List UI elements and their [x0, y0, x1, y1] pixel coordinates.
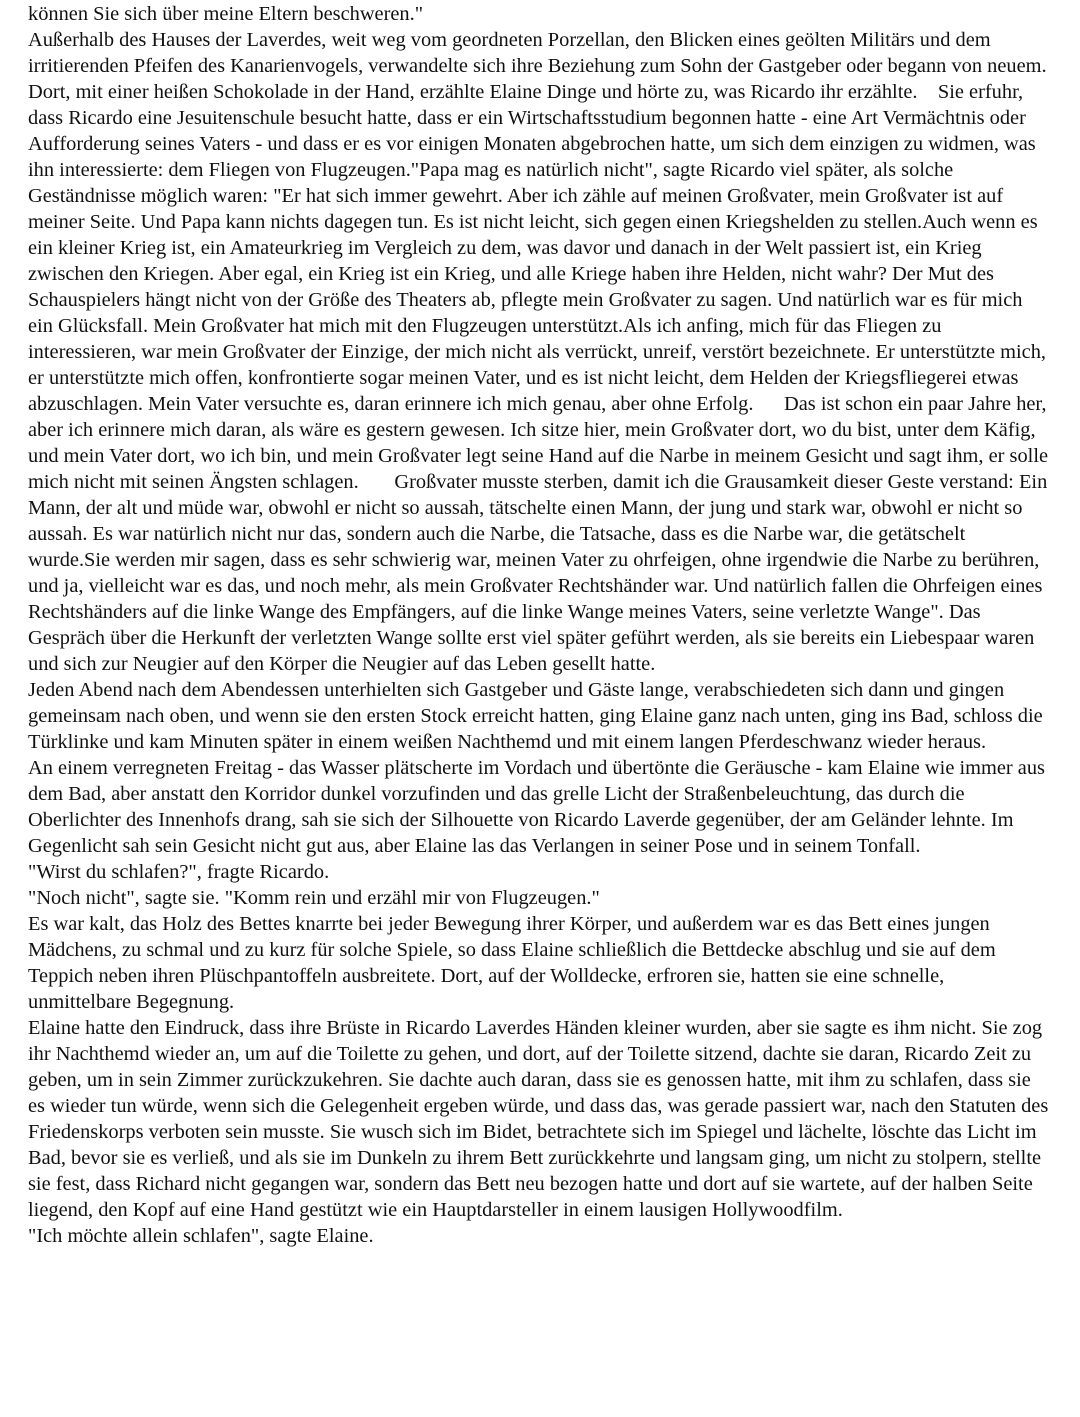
paragraph: "Ich möchte allein schlafen", sagte Elaine. — [28, 1225, 374, 1247]
paragraph: Außerhalb des Hauses der Laverdes, weit weg vom geordneten Porzellan, den Blicken eines geölten Militärs und dem irritierenden Pfeifen des Kanarienvogels, verwandelte sich ihre Beziehung zum Sohn der Gastgeber oder begann von neuem. Dort, mit einer heißen Schokolade in der Hand, erzählte Elaine Dinge und hörte zu, was Ricardo ihr erzählte. Sie erfuhr, dass Ricardo eine Jesuitenschule besucht hatte, dass er ein Wirtschaftsstudium begonnen hatte - eine Art Vermächtnis oder Aufforderung seines Vaters - und dass er es vor einigen Monaten abgebrochen hatte, um sich dem einzigen zu widmen, was ihn interessierte: dem Fliegen von Flugzeugen."Papa mag es natürlich nicht", sagte Ricardo viel später, als solche Geständnisse möglich waren: "Er hat sich immer gewehrt. Aber ich zähle auf meinen Großvater, mein Großvater ist auf meiner Seite. Und Papa kann nichts dagegen tun. Es ist nicht leicht, sich gegen einen Kriegshelden zu stellen.Auch wenn es ein kleiner Krieg ist, ein Amateurkrieg im Vergleich zu dem, was davor und danach in der Welt passiert ist, ein Krieg zwischen den Kriegen. Aber egal, ein Krieg ist ein Krieg, und alle Kriege haben ihre Helden, nicht wahr? Der Mut des Schauspielers hängt nicht von der Größe des Theaters ab, pflegte mein Großvater zu sagen. Und natürlich war es für mich ein Glücksfall. Mein Großvater hat mich mit den Flugzeugen unterstützt.Als ich anfing, mich für das Fliegen zu interessieren, war mein Großvater der Einzige, der mich nicht als verrückt, unreif, verstört bezeichnete. Er unterstützte mich, er unterstützte mich offen, konfrontierte sogar meinen Vater, und es ist nicht leicht, dem Helden der Kriegsfliegerei etwas abzuschlagen. Mein Vater versuchte es, daran erinnere ich mich genau, aber ohne Erfolg. Das ist schon ein paar Jahre her, aber ich erinnere mich daran, als wäre es gestern gewesen. Ich sitze hier, mein Großvater dort, wo du bist, unter dem Käfig, und mein Vater dort, wo ich bin, und mein Großvater legt seine Hand auf die Narbe in meinem Gesicht und sagt ihm, er solle mich nicht mit seinen Ängsten schlagen. Großvater musste sterben, damit ich die Grausamkeit dieser Geste verstand: Ein Mann, der alt und müde war, obwohl er nicht so aussah, tätschelte einen Mann, der jung und stark war, obwohl er nicht so aussah. Es war natürlich nicht nur das, sondern auch die Narbe, die Tatsache, dass es die Narbe war, die getätschelt wurde.Sie werden mir sagen, dass es sehr schwierig war, meinen Vater zu ohrfeigen, ohne irgendwie die Narbe zu berühren, und ja, vielleicht war es das, und noch mehr, als mein Großvater Rechtshänder war. Und natürlich fallen die Ohrfeigen eines Rechtshänders auf die linke Wange des Empfängers, auf die linke Wange meines Vaters, seine verletzte Wange". Das Gespräch über die Herkunft der verletzten Wange sollte erst viel später geführt werden, als sie bereits ein Liebespaar waren und sich zur Neugier auf den Körper die Neugier auf das Leben gesellt hatte. — [28, 29, 1054, 675]
paragraph: Jeden Abend nach dem Abendessen unterhielten sich Gastgeber und Gäste lange, verabschiedeten sich dann und gingen gemeinsam nach oben, und wenn sie den ersten Stock erreicht hatten, ging Elaine ganz nach unten, ging ins Bad, schloss die Türklinke und kam Minuten später in einem weißen Nachthemd und mit einem langen Pferdeschwanz wieder heraus. — [28, 679, 1048, 753]
paragraph: "Wirst du schlafen?", fragte Ricardo. — [28, 861, 330, 883]
paragraph: können Sie sich über meine Eltern beschweren." — [28, 3, 424, 25]
paragraph: Es war kalt, das Holz des Bettes knarrte bei jeder Bewegung ihrer Körper, und außerdem war es das Bett eines jungen Mädchens, zu schmal und zu kurz für solche Spiele, so dass Elaine schließlich die Bettdecke abschlug und sie auf dem Teppich neben ihren Plüschpantoffeln ausbreitete. Dort, auf der Wolldecke, erfroren sie, hatten sie eine schnelle, unmittelbare Begegnung. — [28, 913, 1001, 1013]
paragraph: Elaine hatte den Eindruck, dass ihre Brüste in Ricardo Laverdes Händen kleiner wurden, aber sie sagte es ihm nicht. Sie zog ihr Nachthemd wieder an, um auf die Toilette zu gehen, und dort, auf der Toilette sitzend, dachte sie daran, Ricardo Zeit zu geben, um in sein Zimmer zurückzukehren. Sie dachte auch daran, dass sie es genossen hatte, mit ihm zu schlafen, dass sie es wieder tun würde, wenn sich die Gelegenheit ergeben würde, und dass das, was gerade passiert war, nach den Statuten des Friedenskorps verboten sein musste. Sie wusch sich im Bidet, betrachtete sich im Spiegel und lächelte, löschte das Licht im Bad, bevor sie es verließ, und als sie im Dunkeln zu ihrem Bett zurückkehrte und langsam ging, um nicht zu stolpern, stellte sie fest, dass Richard nicht gegangen war, sondern das Bett neu bezogen hatte und dort auf sie wartete, auf der halben Seite liegend, den Kopf auf eine Hand gestützt wie ein Hauptdarsteller in einem lausigen Hollywoodfilm. — [28, 1017, 1054, 1221]
paragraph: An einem verregneten Freitag - das Wasser plätscherte im Vordach und übertönte die Geräusche - kam Elaine wie immer aus dem Bad, aber anstatt den Korridor dunkel vorzufinden und das grelle Licht der Straßenbeleuchtung, das durch die Oberlichter des Innenhofs drang, sah sie sich der Silhouette von Ricardo Laverde gegenüber, der am Geländer lehnte. Im Gegenlicht sah sein Gesicht nicht gut aus, aber Elaine las das Verlangen in seiner Pose und in seinem Tonfall. — [28, 757, 1051, 857]
paragraph: "Noch nicht", sagte sie. "Komm rein und erzähl mir von Flugzeugen." — [28, 887, 600, 909]
